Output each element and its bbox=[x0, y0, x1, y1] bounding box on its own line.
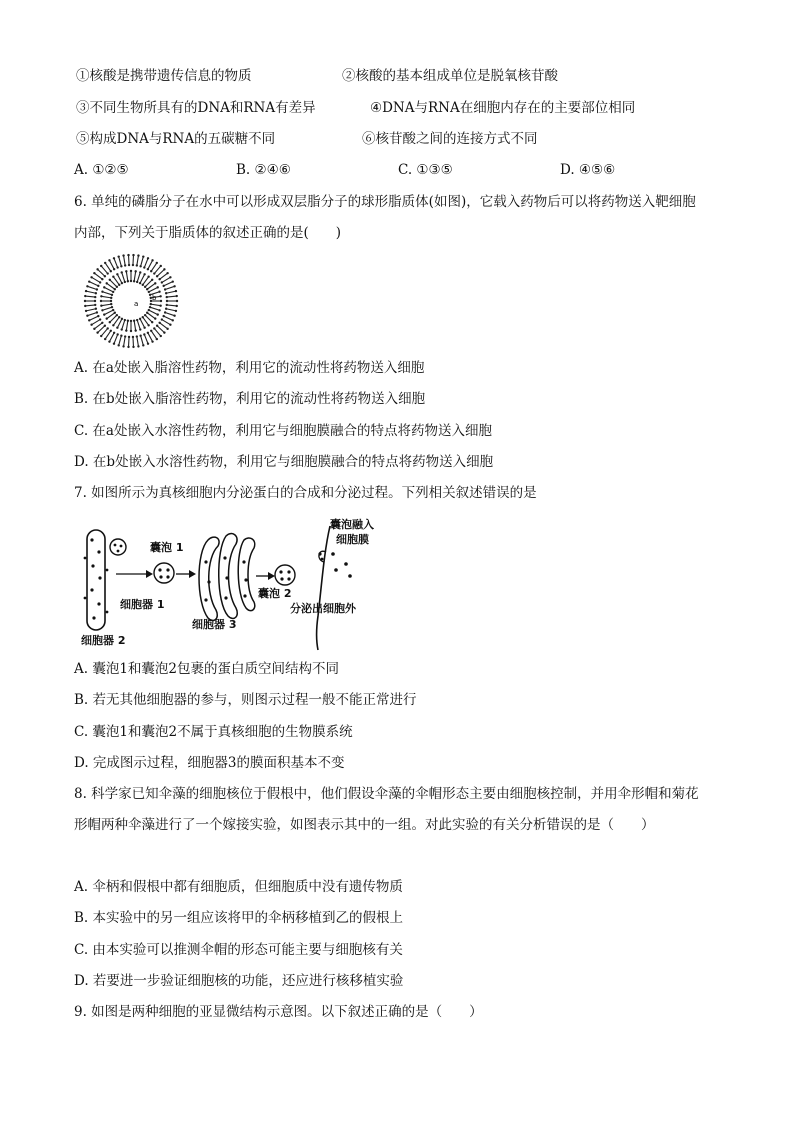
er-vesicle bbox=[110, 539, 126, 555]
q8-stem-line-1: 8. 科学家已知伞藻的细胞核位于假根中，他们假设伞藻的伞帽形态主要由细胞核控制，并用伞形帽和菊花 bbox=[74, 786, 699, 802]
vesicle-1-label: 囊泡 1 bbox=[150, 541, 184, 554]
q5-option-d[interactable]: D. ④⑤⑥ bbox=[560, 162, 616, 178]
q8-option-c[interactable]: C. 由本实验可以推测伞帽的形态可能主要与细胞核有关 bbox=[74, 942, 403, 958]
statement-5: ⑤构成DNA与RNA的五碳糖不同 bbox=[76, 131, 276, 147]
organelle-2-label: 细胞器 2 bbox=[81, 634, 126, 647]
fuse-label-line-2: 细胞膜 bbox=[336, 533, 369, 546]
q7-option-d[interactable]: D. 完成图示过程，细胞器3的膜面积基本不变 bbox=[74, 755, 345, 771]
secretion-figure bbox=[78, 512, 398, 652]
organelle-2-shape bbox=[87, 530, 105, 630]
q6-stem-line-1: 6. 单纯的磷脂分子在水中可以形成双层脂分子的球形脂质体(如图)，它载入药物后可以将药物送入靶细胞 bbox=[74, 194, 696, 210]
fuse-label-line-1: 囊泡融入 bbox=[330, 518, 374, 531]
q6-option-c[interactable]: C. 在a处嵌入水溶性药物，利用它与细胞膜融合的特点将药物送入细胞 bbox=[74, 423, 492, 439]
liposome-bilayer bbox=[84, 254, 178, 348]
statement-1: ①核酸是携带遗传信息的物质 bbox=[76, 68, 252, 84]
q7-option-b[interactable]: B. 若无其他细胞器的参与，则图示过程一般不能正常进行 bbox=[74, 692, 417, 708]
q8-option-a[interactable]: A. 伞柄和假根中都有细胞质，但细胞质中没有遗传物质 bbox=[74, 879, 403, 895]
statement-2: ②核酸的基本组成单位是脱氧核苷酸 bbox=[342, 68, 558, 84]
liposome-figure bbox=[76, 252, 186, 350]
q7-option-c[interactable]: C. 囊泡1和囊泡2不属于真核细胞的生物膜系统 bbox=[74, 724, 353, 740]
liposome-label-a: a bbox=[134, 300, 139, 308]
q9-stem: 9. 如图是两种细胞的亚显微结构示意图。以下叙述正确的是（ ） bbox=[74, 1004, 483, 1020]
vesicle-2-label: 囊泡 2 bbox=[258, 587, 292, 600]
cell-membrane bbox=[317, 526, 331, 650]
q8-option-d[interactable]: D. 若要进一步验证细胞核的功能，还应进行核移植实验 bbox=[74, 973, 404, 989]
q6-stem-line-2: 内部，下列关于脂质体的叙述正确的是( ) bbox=[74, 225, 342, 241]
organelle-3-label: 细胞器 3 bbox=[192, 618, 237, 631]
q7-stem: 7. 如图所示为真核细胞内分泌蛋白的合成和分泌过程。下列相关叙述错误的是 bbox=[74, 485, 537, 501]
vesicle-2-shape bbox=[275, 565, 295, 585]
statement-6: ⑥核苷酸之间的连接方式不同 bbox=[362, 131, 538, 147]
q8-option-b[interactable]: B. 本实验中的另一组应该将甲的伞柄移植到乙的假根上 bbox=[74, 910, 404, 926]
q5-option-b[interactable]: B. ②④⑥ bbox=[236, 162, 291, 178]
q5-option-a[interactable]: A. ①②⑤ bbox=[74, 162, 129, 178]
q5-option-c[interactable]: C. ①③⑤ bbox=[398, 162, 453, 178]
q7-option-a[interactable]: A. 囊泡1和囊泡2包裹的蛋白质空间结构不同 bbox=[74, 661, 340, 677]
statement-4: ④DNA与RNA在细胞内存在的主要部位相同 bbox=[370, 100, 636, 116]
secrete-label: 分泌出细胞外 bbox=[290, 602, 356, 615]
vesicle-1-shape bbox=[154, 563, 174, 583]
q6-option-a[interactable]: A. 在a处嵌入脂溶性药物，利用它的流动性将药物送入细胞 bbox=[74, 360, 425, 376]
q6-option-b[interactable]: B. 在b处嵌入脂溶性药物，利用它的流动性将药物送入细胞 bbox=[74, 391, 426, 407]
q6-option-d[interactable]: D. 在b处嵌入水溶性药物，利用它与细胞膜融合的特点将药物送入细胞 bbox=[74, 454, 494, 470]
liposome-label-b: b bbox=[152, 294, 157, 302]
organelle-1-label: 细胞器 1 bbox=[120, 598, 165, 611]
q8-stem-line-2: 形帽两种伞藻进行了一个嫁接实验，如图表示其中的一组。对此实验的有关分析错误的是（ ） bbox=[74, 817, 655, 833]
statement-3: ③不同生物所具有的DNA和RNA有差异 bbox=[76, 100, 316, 116]
